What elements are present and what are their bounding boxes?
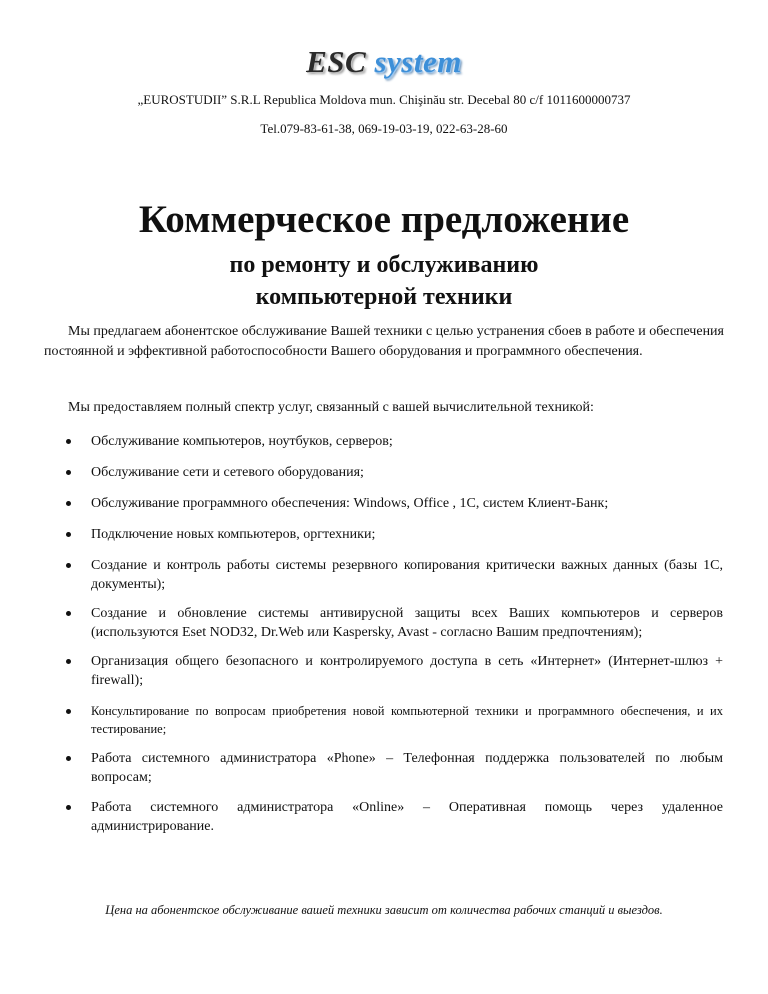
service-item-text: Подключение новых компьютеров, оргтехники; bbox=[91, 527, 376, 542]
service-item-text: Организация общего безопасного и контролируемого доступа в сеть «Интернет» (Интернет-шлюз + firewall); bbox=[91, 654, 723, 688]
service-item-text: Консультирование по вопросам приобретения новой компьютерной техники и программного обеспечения, и их тестирование; bbox=[91, 704, 723, 736]
bullet-icon bbox=[66, 532, 71, 537]
service-item bbox=[91, 798, 723, 836]
company-logo bbox=[0, 44, 768, 80]
service-item bbox=[91, 432, 723, 451]
bullet-icon bbox=[66, 611, 71, 616]
service-item bbox=[91, 525, 723, 544]
service-item-text: Создание и контроль работы системы резервного копирования критически важных данных (базы 1С, документы); bbox=[91, 558, 723, 592]
service-item bbox=[91, 494, 723, 513]
bullet-icon bbox=[66, 756, 71, 761]
document-subtitle-line2: компьютерной техники bbox=[255, 284, 513, 310]
service-item-text: Работа системного администратора «Phone» – Телефонная поддержка пользователей по любым вопросам; bbox=[91, 751, 723, 785]
service-item-text: Работа системного администратора «Online» – Оперативная помощь через удаленное администрирование. bbox=[91, 800, 723, 834]
bullet-icon bbox=[66, 805, 71, 810]
service-item-text: Обслуживание компьютеров, ноутбуков, серверов; bbox=[91, 434, 393, 449]
document-subtitle-line1: по ремонту и обслуживанию bbox=[229, 252, 539, 278]
logo-word-system: system bbox=[374, 44, 462, 79]
service-item-text: Обслуживание сети и сетевого оборудования; bbox=[91, 465, 364, 480]
services-lead: Мы предоставляем полный спектр услуг, связанный с вашей вычислительной техникой: bbox=[68, 400, 594, 415]
logo-word-esc: ESC bbox=[306, 44, 367, 79]
bullet-icon bbox=[66, 439, 71, 444]
footer-note: Цена на абонентское обслуживание вашей техники зависит от количества рабочих станций и выездов. bbox=[105, 903, 663, 917]
service-item bbox=[91, 749, 723, 787]
service-item bbox=[91, 604, 723, 642]
service-item-text: Создание и обновление системы антивирусной защиты всех Ваших компьютеров и серверов (используются Eset NOD32, Dr.Web или Kaspersky, Avast - согласно Вашим предпочтениям); bbox=[91, 606, 723, 640]
service-item bbox=[91, 652, 723, 690]
bullet-icon bbox=[66, 501, 71, 506]
service-item bbox=[91, 463, 723, 482]
bullet-icon bbox=[66, 709, 71, 714]
service-item bbox=[91, 702, 723, 738]
bullet-icon bbox=[66, 659, 71, 664]
company-phones: Tel.079-83-61-38, 069-19-03-19, 022-63-28-60 bbox=[260, 121, 508, 136]
company-details: „EUROSTUDII” S.R.L Republica Moldova mun. Chişinău str. Decebal 80 c/f 1011600000737 bbox=[137, 92, 631, 107]
service-item-text: Обслуживание программного обеспечения: Windows, Office , 1С, систем Клиент-Банк; bbox=[91, 496, 609, 511]
bullet-icon bbox=[66, 563, 71, 568]
service-item bbox=[91, 556, 723, 594]
bullet-icon bbox=[66, 470, 71, 475]
intro-paragraph: Мы предлагаем абонентское обслуживание Вашей техники с целью устранения сбоев в работе и обеспечения постоянной и эффективной работоспособности Вашего оборудования и программного обеспечения. bbox=[44, 324, 724, 359]
document-title: Коммерческое предложение bbox=[138, 198, 630, 241]
